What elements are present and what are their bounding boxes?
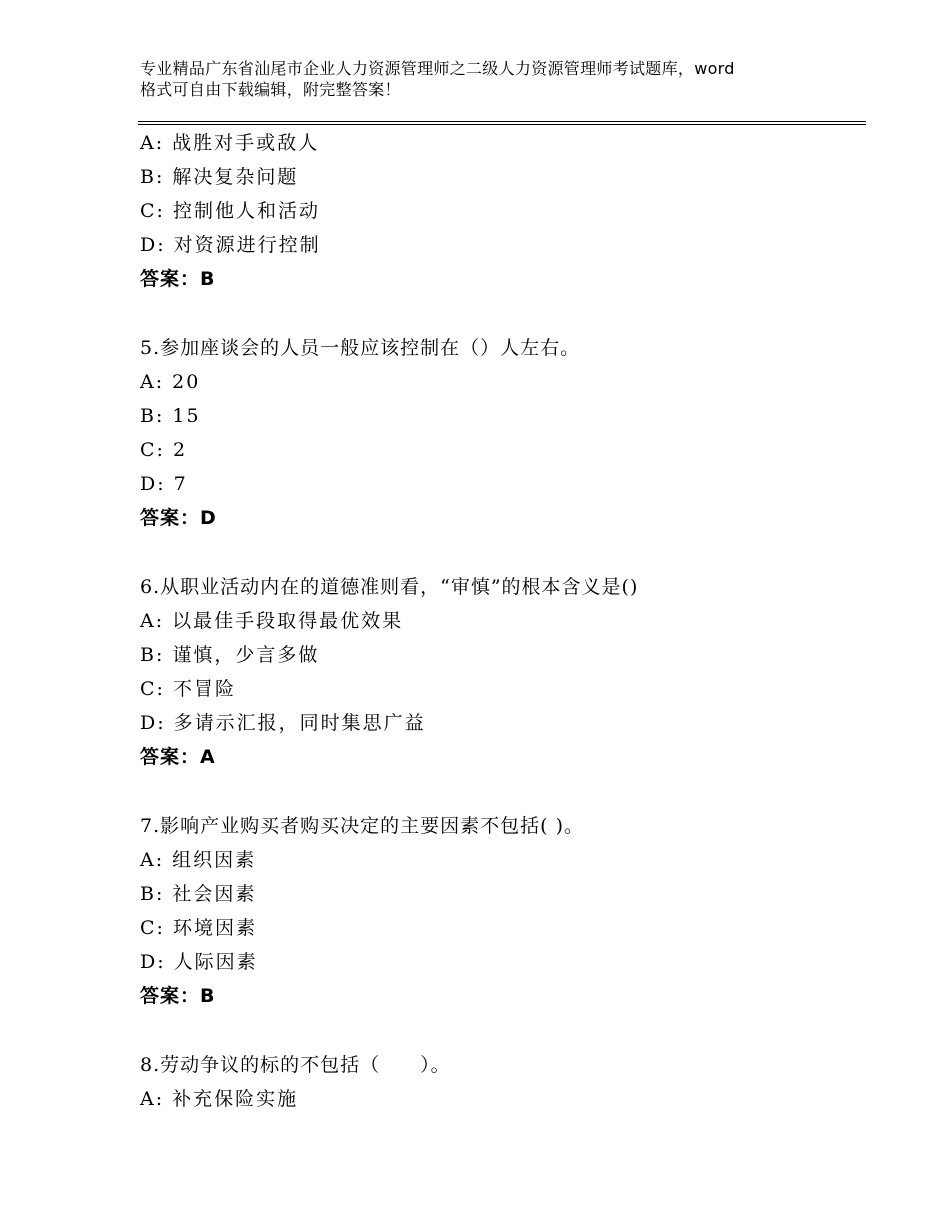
option-b: B: 谨慎，少言多做 — [140, 644, 320, 666]
header-line-1: 专业精品广东省汕尾市企业人力资源管理师之二级人力资源管理师考试题库，word — [140, 59, 735, 78]
option-c: C: 2 — [140, 439, 188, 461]
question-text: 5.参加座谈会的人员一般应该控制在（）人左右。 — [140, 337, 581, 359]
option-d: D: 对资源进行控制 — [140, 234, 321, 256]
question-text: 7.影响产业购买者购买决定的主要因素不包括( )。 — [140, 815, 584, 837]
question-block-5 — [140, 331, 860, 535]
answer: 答案：B — [140, 985, 216, 1007]
option-c: C: 控制他人和活动 — [140, 200, 320, 222]
option-a: A: 组织因素 — [140, 849, 257, 871]
page-header — [140, 58, 840, 100]
option-d: D: 7 — [140, 473, 188, 495]
answer: 答案：D — [140, 507, 217, 529]
option-a: A: 以最佳手段取得最优效果 — [140, 610, 404, 632]
option-a: A: 战胜对手或敌人 — [140, 132, 320, 154]
option-c: C: 环境因素 — [140, 917, 257, 939]
question-list — [140, 126, 860, 1116]
option-a: A: 20 — [140, 371, 201, 393]
question-block-4 — [140, 126, 860, 296]
answer: 答案：A — [140, 746, 216, 768]
option-c: C: 不冒险 — [140, 678, 236, 700]
answer: 答案：B — [140, 268, 216, 290]
option-d: D: 人际因素 — [140, 951, 258, 973]
option-b: B: 解决复杂问题 — [140, 166, 299, 188]
question-text: 6.从职业活动内在的道德准则看，“审慎”的根本含义是() — [140, 576, 639, 598]
option-d: D: 多请示汇报，同时集思广益 — [140, 712, 426, 734]
question-block-7 — [140, 809, 860, 1013]
header-line-2: 格式可自由下载编辑，附完整答案！ — [140, 80, 401, 99]
header-divider — [138, 121, 866, 125]
option-b: B: 15 — [140, 405, 201, 427]
option-b: B: 社会因素 — [140, 883, 257, 905]
option-a: A: 补充保险实施 — [140, 1088, 299, 1110]
question-block-6 — [140, 570, 860, 774]
question-block-8 — [140, 1048, 860, 1116]
question-text: 8.劳动争议的标的不包括（ ）。 — [140, 1054, 451, 1076]
